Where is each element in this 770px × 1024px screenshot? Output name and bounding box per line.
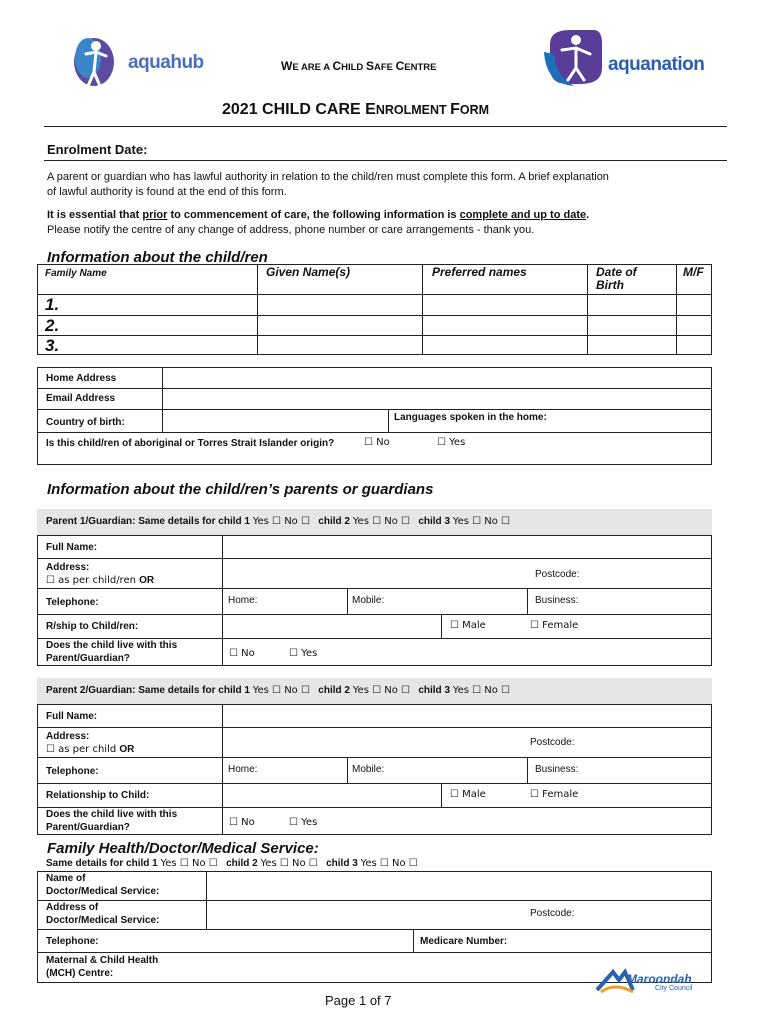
- col-date-of-birth: Date of Birth: [596, 265, 637, 292]
- aquanation-wordmark: aquanation: [608, 54, 705, 75]
- aquanation-logo-mark: [540, 24, 610, 90]
- enrolment-rule: [44, 160, 727, 161]
- intro-line-2: of lawful authority is found at the end of this form.: [47, 186, 287, 198]
- medicare-number-label: Medicare Number:: [420, 936, 508, 947]
- notify-notice: Please notify the centre of any change of address, phone number or care arrangements - thank you.: [47, 224, 535, 236]
- doctor-telephone-label: Telephone:: [46, 936, 99, 947]
- p1-lives-label: Does the child live with this Parent/Guardian?: [46, 640, 178, 664]
- p1-rship-label: R/ship to Child/ren:: [46, 621, 139, 632]
- doctor-name-label: Name of Doctor/Medical Service:: [46, 873, 160, 897]
- doctor-postcode-label: Postcode:: [530, 908, 575, 919]
- country-of-birth-label: Country of birth:: [46, 417, 125, 428]
- p1-address-label: Address: ☐ as per child/ren OR: [46, 562, 155, 586]
- p1-lives-yes-checkbox[interactable]: ☐ Yes: [289, 648, 318, 659]
- aboriginal-question: Is this child/ren of aboriginal or Torres Strait Islander origin?: [46, 438, 335, 449]
- p1-male-checkbox[interactable]: ☐ Male: [450, 620, 486, 631]
- council-logo: [595, 966, 710, 996]
- parent-2-header: Parent 2/Guardian: Same details for child 1 Yes ☐ No ☐ child 2 Yes ☐ No ☐ child 3 Yes ☐ No ☐: [46, 685, 511, 696]
- p2-address-label: Address: ☐ as per child OR: [46, 731, 135, 755]
- col-family-name: Family Name: [45, 268, 107, 279]
- address-table: [37, 367, 712, 465]
- intro-line-1: A parent or guardian who has lawful authority in relation to the child/ren must complete this form. A brief explanation: [47, 171, 609, 183]
- p1-mobile-label: Mobile:: [352, 595, 385, 606]
- p2-mobile-label: Mobile:: [352, 764, 385, 775]
- council-wordmark: Maroondah: [627, 972, 692, 986]
- p2-postcode-label: Postcode:: [530, 737, 575, 748]
- aboriginal-no-checkbox[interactable]: ☐ No: [364, 437, 390, 448]
- p2-relationship-label: Relationship to Child:: [46, 790, 150, 801]
- enrolment-date-label: Enrolment Date:: [47, 142, 148, 157]
- p2-female-checkbox[interactable]: ☐ Female: [530, 789, 579, 800]
- p1-telephone-label: Telephone:: [46, 597, 99, 608]
- aquahub-wordmark: aquahub: [128, 52, 204, 73]
- doctor-address-label: Address of Doctor/Medical Service:: [46, 902, 160, 926]
- email-address-label: Email Address: [46, 393, 116, 404]
- health-heading: Family Health/Doctor/Medical Service:: [47, 840, 319, 857]
- council-subtitle: City Council: [655, 985, 693, 992]
- p2-business-label: Business:: [535, 764, 579, 775]
- title-rule: [44, 126, 727, 127]
- p1-postcode-label: Postcode:: [535, 569, 580, 580]
- p1-lives-no-checkbox[interactable]: ☐ No: [229, 648, 255, 659]
- col-mf: M/F: [683, 265, 704, 279]
- child-safe-centre: WE ARE A CHILD SAFE CENTRE: [281, 59, 437, 73]
- essential-notice: It is essential that prior to commencement of care, the following information is complete and up to date.: [47, 209, 590, 221]
- p2-lives-no-checkbox[interactable]: ☐ No: [229, 817, 255, 828]
- p2-male-checkbox[interactable]: ☐ Male: [450, 789, 486, 800]
- aquanation-logo: [540, 24, 720, 90]
- child-row-1: 1.: [45, 295, 60, 314]
- p1-full-name-label: Full Name:: [46, 542, 98, 553]
- parents-heading: Information about the child/ren’s parents or guardians: [47, 481, 434, 498]
- children-heading: Information about the child/ren: [47, 249, 268, 266]
- p1-home-label: Home:: [228, 595, 258, 606]
- aboriginal-yes-checkbox[interactable]: ☐ Yes: [437, 437, 466, 448]
- col-given-names: Given Name(s): [266, 265, 351, 279]
- p1-female-checkbox[interactable]: ☐ Female: [530, 620, 579, 631]
- p2-lives-label: Does the child live with this Parent/Guardian?: [46, 809, 178, 833]
- child-row-3: 3.: [45, 336, 60, 355]
- p2-home-label: Home:: [228, 764, 258, 775]
- languages-label: Languages spoken in the home:: [394, 412, 547, 423]
- parent-1-header: Parent 1/Guardian: Same details for child 1 Yes ☐ No ☐ child 2 Yes ☐ No ☐ child 3 Yes ☐ No ☐: [46, 516, 511, 527]
- p2-lives-yes-checkbox[interactable]: ☐ Yes: [289, 817, 318, 828]
- col-preferred-names: Preferred names: [432, 265, 527, 279]
- home-address-label: Home Address: [46, 373, 117, 384]
- p2-full-name-label: Full Name:: [46, 711, 98, 722]
- page-number: Page 1 of 7: [325, 993, 392, 1008]
- form-title: 2021 CHILD CARE ENROLMENT FORM: [222, 101, 490, 118]
- child-row-2: 2.: [45, 316, 60, 335]
- p1-business-label: Business:: [535, 595, 579, 606]
- mch-centre-label: Maternal & Child Health (MCH) Centre:: [46, 955, 159, 979]
- health-same-details: Same details for child 1 Yes ☐ No ☐ child 2 Yes ☐ No ☐ child 3 Yes ☐ No ☐: [46, 858, 418, 869]
- aquahub-logo: [68, 32, 218, 94]
- p2-telephone-label: Telephone:: [46, 766, 99, 777]
